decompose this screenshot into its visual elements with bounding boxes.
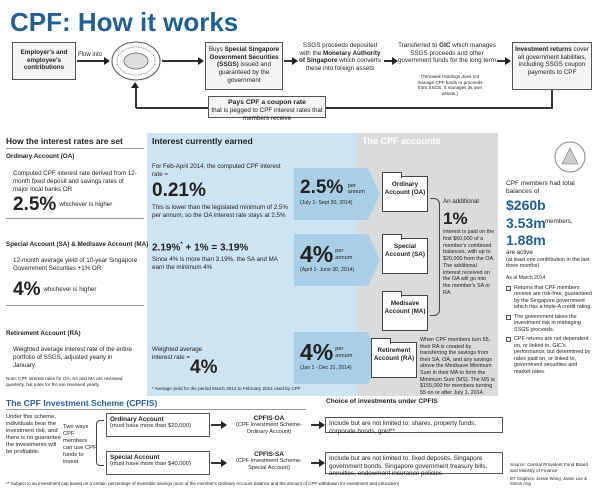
cpfis-brace xyxy=(96,420,104,466)
rates-note: Note: CPF interest rules for OA, SA and MA are reviewed quarterly, but rules for RA are reviewed yearly. xyxy=(6,376,123,387)
sa-formula xyxy=(152,242,248,253)
sa-rule-rate: 4% xyxy=(13,279,41,300)
returns-text: cover all government liabilities, including SSGS coupon payments to CPF xyxy=(517,46,589,77)
flow-mas-text xyxy=(298,42,382,73)
stats-bullet-text: Returns that CPF members receive are risk-free, guaranteed by the Singapore government which has a triple-A credit rating. xyxy=(514,285,592,311)
coupon-bold: Pays CPF a coupon rate xyxy=(228,99,306,106)
ra-weighted-text: Weighted average interest rate = xyxy=(152,346,203,361)
divider xyxy=(6,305,144,306)
stats-bullet xyxy=(506,336,594,375)
oa-title: Ordinary Account (OA) xyxy=(6,153,75,160)
gic-text: which manages SSGS proceeds and other government funds for the long term xyxy=(398,42,497,65)
account-ma-folder: Medisave Account (MA) xyxy=(382,295,428,331)
source-text: Source: Central Provident Fund Board and Ministry of Finance xyxy=(510,462,588,473)
oa-rule-text: Computed CPF interest rate derived from 12-month fixed deposit and savings rates of major local banks OR xyxy=(13,170,137,193)
cpfis-oa-label-note: (CPF Investment Scheme- Ordinary Account) xyxy=(236,422,302,435)
oa-computed-text: For Feb-April 2014, the computed CPF interest rate = xyxy=(152,163,281,178)
loop-line xyxy=(135,86,137,108)
flow-gic-note: (Temasek Holdings does not manage CPF funds or proceeds from SSGS. It manages its own assets.) xyxy=(417,74,483,96)
returns-bold: Investment returns xyxy=(515,46,572,53)
extra-interest-text: interest is paid on the first $60,000 of a member's combined balances, with up to $20,000 from the OA. The additional interest received on the OA will go into the member's SA or RA. xyxy=(443,229,495,296)
choice-sa-box: Include but are not limited to: fixed deposits, Singapore government bonds, Singapore government treasury bills, annuities, endowment insurance policies xyxy=(325,452,503,474)
choice-oa-box: Include but are not limited to: shares, property funds, corporate bonds, gold** xyxy=(325,417,503,433)
account-oa-folder: Ordinary Account (OA) xyxy=(382,176,428,212)
cpfis-oa-label xyxy=(228,415,310,435)
flow-arrow-head xyxy=(221,459,227,467)
flow-arrow-line xyxy=(162,60,200,62)
sa-rule-text: 12-month average yield of 10-year Singapore Government Securities +1% OR xyxy=(13,257,138,272)
sa-yield: 2.19% xyxy=(152,242,181,254)
cpfis-footnote: ** Subject to an investment cap based on a certain percentage of investible savings (sum of the member's Ordinary Account balance and the amount of CPF withdrawn for investment and education) xyxy=(6,481,400,486)
ra-rate-block xyxy=(300,341,352,371)
cpfis-ways: Two ways CPF members can use CPF funds to invest xyxy=(63,424,97,466)
oa-rule-value xyxy=(13,195,112,214)
ra-rate-pa xyxy=(335,346,352,358)
loop-arrow-head xyxy=(131,82,139,88)
cpfis-sa-label xyxy=(228,451,310,471)
middle-heading: Interest currently earned xyxy=(152,136,253,146)
coupon-box xyxy=(208,96,326,122)
cpfis-sa-label-title: CPFIS-SA xyxy=(254,451,284,458)
oa-rule-rate: 2.5% xyxy=(13,194,57,215)
sa-rate-period: (April 1- June 30, 2014) xyxy=(300,267,355,273)
loop-line xyxy=(136,107,208,109)
ssgs-text: Buys xyxy=(208,46,225,53)
oa-rate-pa: per annum xyxy=(347,183,365,195)
stats-intro: CPF members had total balances of xyxy=(506,180,575,196)
sa-title: Special Account (SA) & Medisave Account (MA) xyxy=(6,241,149,248)
mas-text: SSGS proceeds deposited with the xyxy=(299,42,378,57)
gic-text: Transferred to xyxy=(398,42,440,49)
sa-rule-suffix: whichever is higher xyxy=(43,285,97,293)
ra-rate-per: per xyxy=(335,346,344,353)
cpfis-intro: Under this scheme, individuals bear the investment risk, and there is no guarantee the investments will be profitable. xyxy=(6,414,61,456)
account-sa-folder: Special Account (SA) xyxy=(382,238,428,274)
choice-heading: Choice of investments under CPFIS xyxy=(326,398,438,405)
oa-computed-value: 0.21% xyxy=(152,180,206,201)
sa-explain: Since 4% is more than 3.19%, the SA and MA earn the minimum 4% xyxy=(152,256,278,271)
stats-bullet-text: The government takes the investment risk in managing SSGS proceeds. xyxy=(514,313,581,333)
cpfis-oa-box xyxy=(106,413,210,437)
ra-title: Retirement Account (RA) xyxy=(6,330,81,337)
cpfis-sa-box xyxy=(106,451,210,475)
mas-bold: Monetary Authority of Singapore xyxy=(299,49,381,65)
divider xyxy=(6,409,306,410)
extra-interest-pre: An additional xyxy=(443,198,479,205)
ssgs-bold: Special Singapore Government Securities (SSGS) xyxy=(209,46,280,69)
stats-active-note: (at least one contribution in the last three months) xyxy=(506,257,590,270)
sa-rate-annum: annum xyxy=(335,254,353,261)
oa-rule-suffix: whichever is higher xyxy=(59,200,113,208)
oa-rate-period: (July 1- Sept 30, 2014) xyxy=(300,200,353,206)
divider xyxy=(6,218,144,219)
flow-arrow-head xyxy=(505,57,511,65)
accounts-heading: The CPF accounts xyxy=(362,136,441,146)
cpfis-oa-note: (must have more than $20,000) xyxy=(110,423,191,429)
oa-rate-value: 2.5% xyxy=(300,177,344,198)
checkbox-icon xyxy=(506,337,511,342)
sa-formula-result: 3.19% xyxy=(219,242,249,254)
page-title: CPF: How it works xyxy=(10,7,239,37)
sa-rate-value: 4% xyxy=(300,241,334,267)
cpfis-oa-title: Ordinary Account xyxy=(110,416,164,423)
cpfis-sa-title: Special Account xyxy=(110,454,160,461)
cpfis-oa-label-title: CPFIS-OA xyxy=(253,415,285,422)
stats-members: 3.53m xyxy=(506,215,546,231)
sa-formula-op: + 1% = xyxy=(182,242,220,254)
extra-interest-value: 1% xyxy=(443,209,468,228)
cpfis-sa-note: (must have more than $40,000) xyxy=(110,461,191,467)
flow-arrow-head xyxy=(221,421,227,429)
ra-description: When CPF members turn 55, their RA is created by transferring the savings from their SA, OA, and any savings above the Medisave Minimum Sum in their MA to form the Minimum Sum (MS). The MS is $155,000 for members turning 55 on or after July 1, 2014. xyxy=(420,337,495,396)
oa-rate-block xyxy=(300,178,370,206)
oa-computed-explain: This is lower than the legislated minimum of 2.5% per annum, so the OA interest rate stays at 2.5% xyxy=(152,204,288,219)
stats-active: 1.88m xyxy=(506,232,546,248)
ra-rate-annum: annum xyxy=(335,352,353,359)
flow-gic-text xyxy=(398,42,496,65)
singapore-crest-icon xyxy=(550,140,590,174)
flow-into-label: Flow into xyxy=(78,52,103,58)
left-heading: How the interest rates are set xyxy=(6,136,123,146)
stats-bullet xyxy=(506,285,594,311)
sa-rate-pa xyxy=(335,248,352,260)
flow-employer-box: Employer's and employee's contributions xyxy=(12,42,76,80)
cpfis-heading: The CPF Investment Scheme (CPFIS) xyxy=(6,398,158,408)
stats-asof: As at March 2014 xyxy=(506,275,546,281)
gic-bold: GIC xyxy=(439,42,451,49)
stats-active-label: are active xyxy=(506,249,533,256)
stats-members-label: members, xyxy=(545,218,573,225)
coupon-text: that is pegged to CPF interest rates that members receive xyxy=(211,107,323,122)
sa-rate-per: per xyxy=(335,248,344,255)
stats-balance: $260b xyxy=(506,197,546,213)
checkbox-icon xyxy=(506,286,511,291)
checkbox-icon xyxy=(506,315,511,320)
extra-interest-brace xyxy=(430,198,440,316)
credit-text: BT Graphics: Jessie Wong, Jamie Lee & Simon Ang xyxy=(510,476,587,487)
ra-rate-value: 4% xyxy=(300,339,334,365)
ra-rate-period: (Jan 1 - Dec 31, 2014) xyxy=(300,365,352,371)
cpfis-sa-label-note: (CPF Investment Scheme- Special Account) xyxy=(236,458,302,471)
divider xyxy=(6,148,144,149)
flow-returns-box xyxy=(512,42,592,90)
ra-rule-text: Weighted average interest rate of the entire portfolio of SSGS, adjusted yearly in January. xyxy=(13,346,132,369)
stats-bullets xyxy=(506,285,594,375)
middle-footnote: * Average yield for the period March 2013 to February 2014 used by CPF xyxy=(152,386,301,391)
sa-rate-block xyxy=(300,243,354,273)
stats-bullet xyxy=(506,314,594,333)
sa-yield-star: * xyxy=(180,242,183,248)
cpf-seal-icon xyxy=(110,40,162,82)
loop-line xyxy=(326,107,553,109)
mas-text: which converts these into foreign assets xyxy=(305,57,381,73)
ssgs-text: issued and guaranteed by the government xyxy=(218,61,271,84)
sa-rule-value xyxy=(13,280,96,299)
loop-line xyxy=(551,90,553,108)
flow-arrow-line xyxy=(77,60,107,62)
account-ra-folder: Retirement Account (RA) xyxy=(371,342,417,378)
flow-ssgs-box xyxy=(205,42,283,90)
flow-arrow-head xyxy=(198,57,204,65)
stats-bullet-text: CPF returns are not dependent on, or linked to, GIC's performance, but determined by rates paid on, or linked to, government securities and market rates. xyxy=(514,336,591,375)
ra-weighted-value: 4% xyxy=(190,357,218,378)
